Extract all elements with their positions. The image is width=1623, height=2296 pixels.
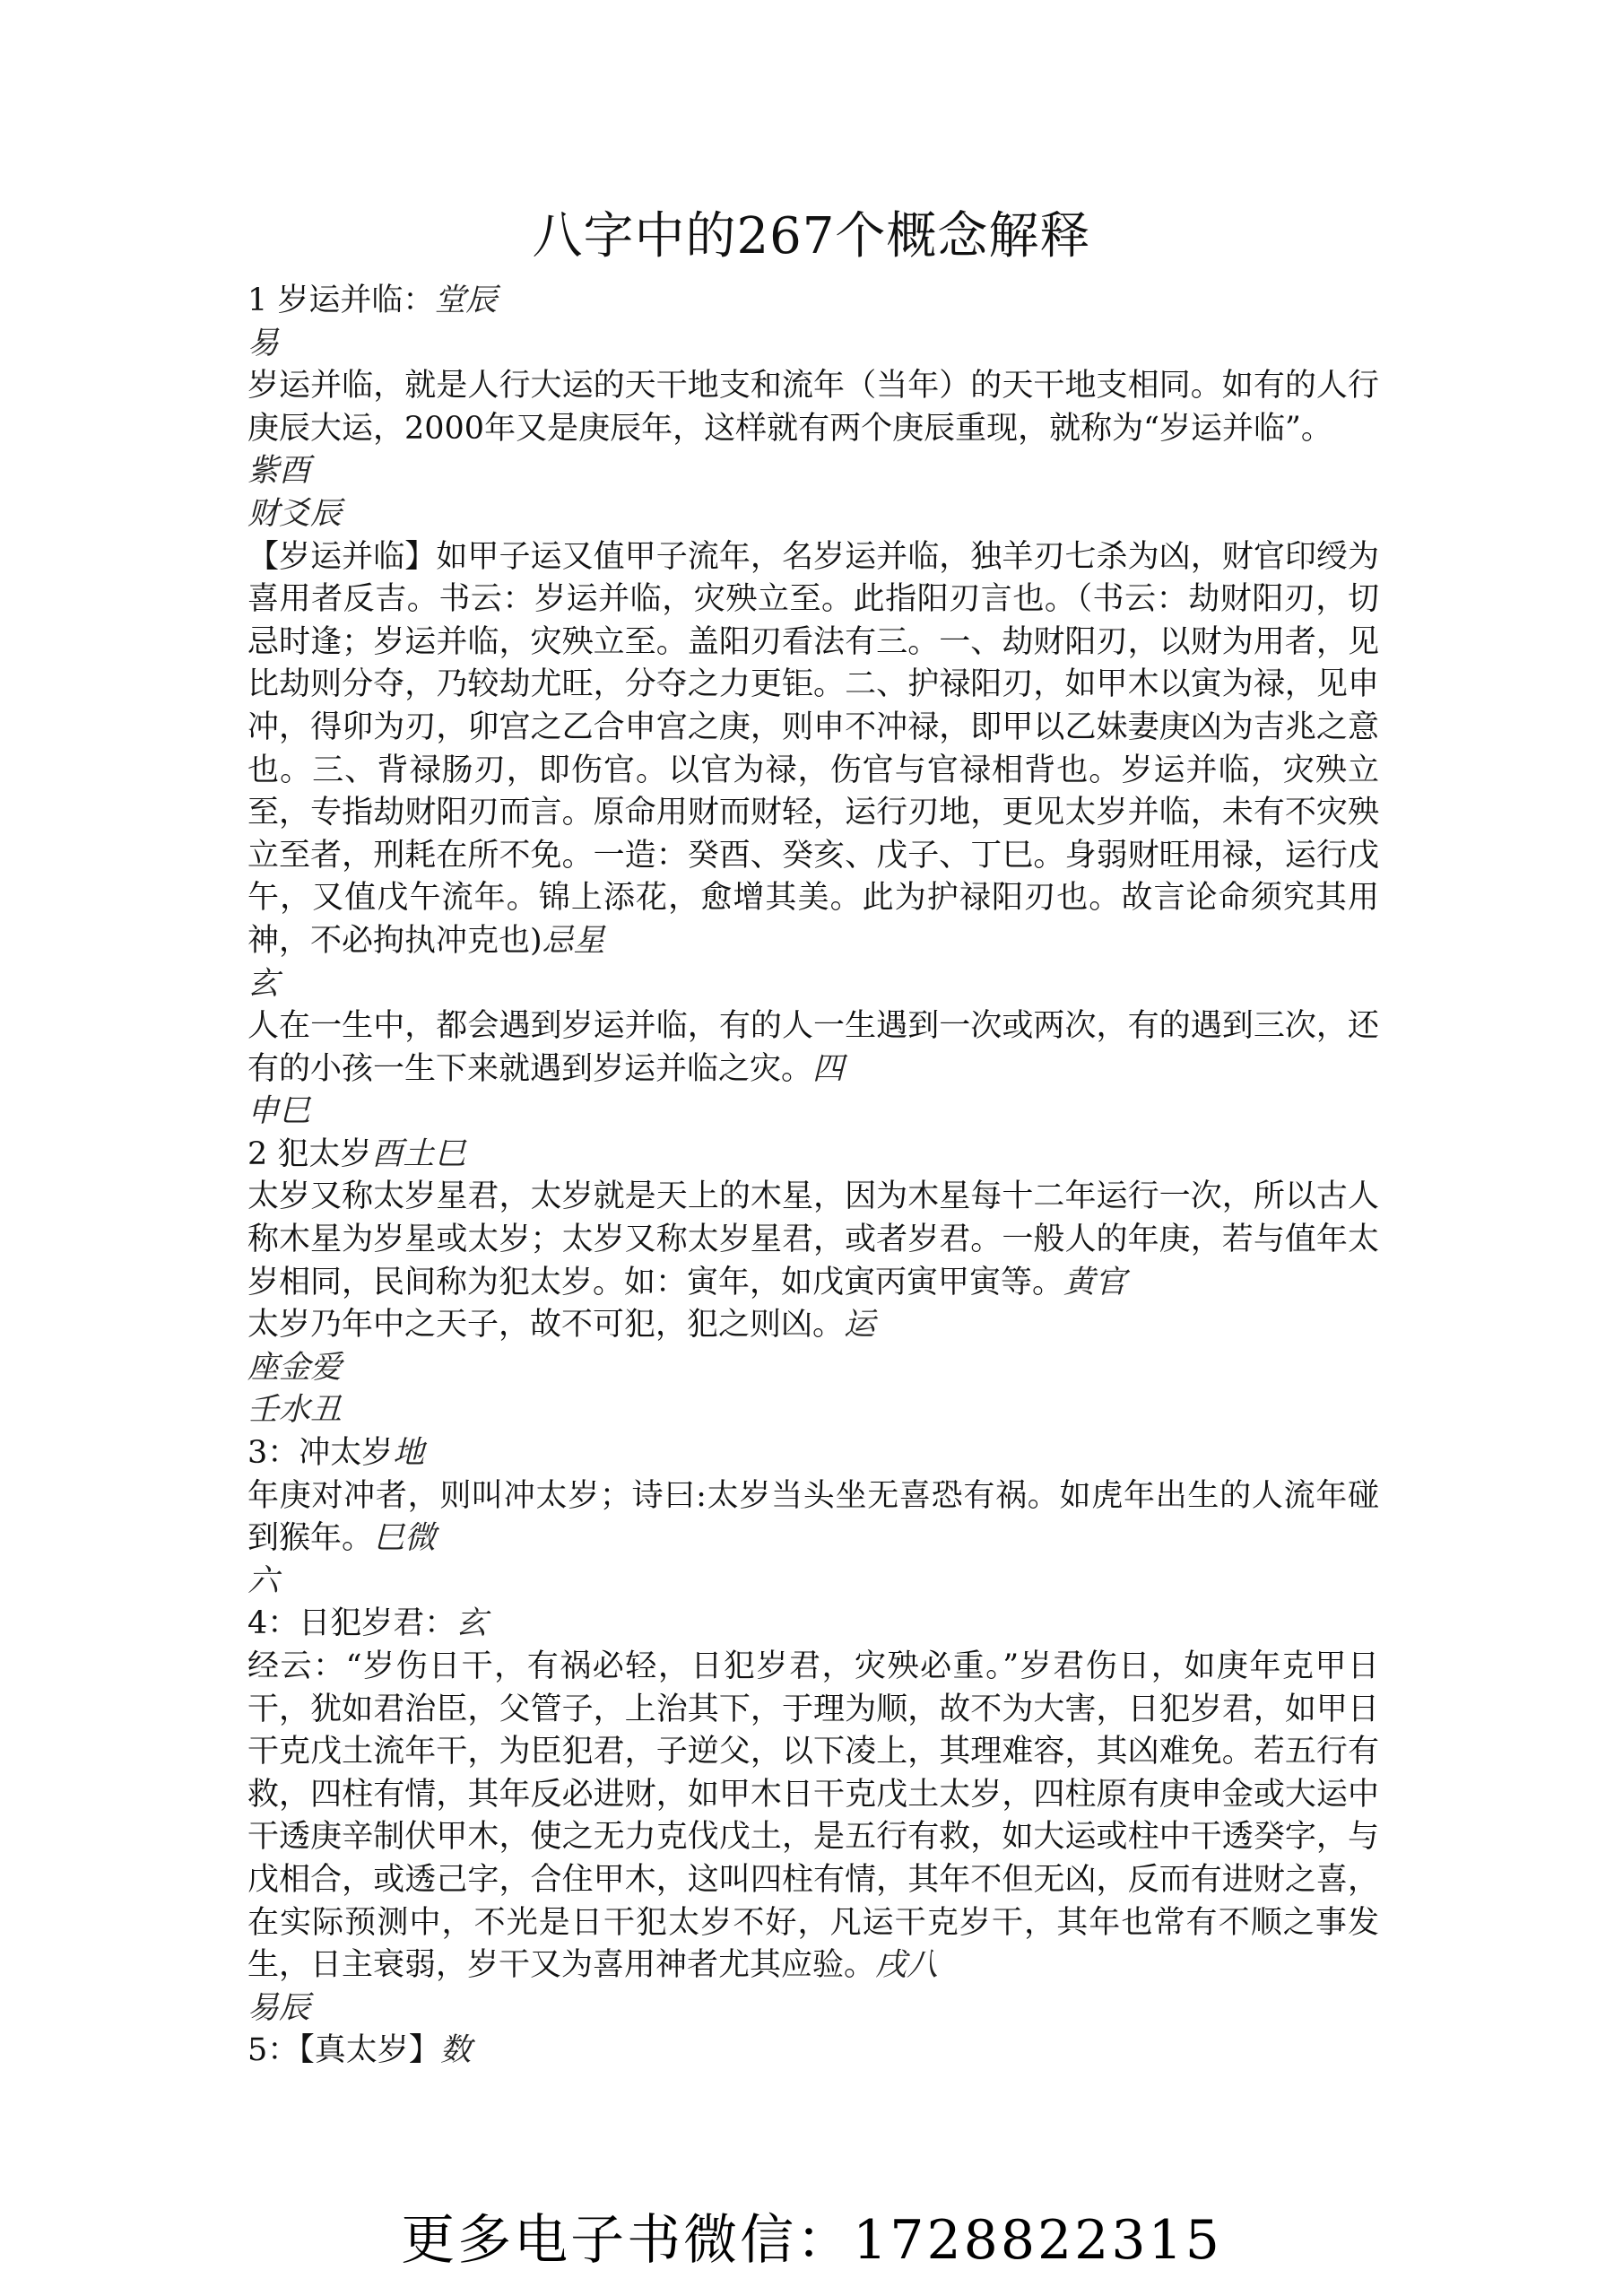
watermark-line: [247, 493, 1379, 536]
paragraph-text: 经云：“岁伤日干，有祸必轻，日犯岁君，灾殃必重。”岁君伤日，如庚年克甲日干，犹如君治臣，父管子，上治其下，于理为顺，故不为大害，日犯岁君，如甲日干克戊土流年干，为臣犯君，子逆父，以下凌上，其理难容，其凶难免。若五行有救，四柱有情，其年反必进财，如甲木日干克戊土太岁，四柱原有庚申金或大运中干透庚辛制伏甲木，使之无力克伐戊土，是五行有救，如大运或柱中干透癸字，与戊相合，或透己字，合住甲木，这叫四柱有情，其年不但无凶，反而有进财之喜，在实际预测中，不光是日干犯太岁不好，凡运干克岁干，其年也常有不顺之事发生，日主衰弱，岁干又为喜用神者尤其应验。: [247, 1648, 1379, 1984]
watermark-text: 地: [393, 1435, 425, 1472]
watermark-line: [247, 1389, 1379, 1432]
document-body: [247, 280, 1379, 2073]
watermark-text: 黄官: [1063, 1264, 1127, 1300]
watermark-text: 座金爱: [247, 1349, 343, 1386]
document-title: 八字中的267个概念解释: [532, 207, 1091, 265]
watermark-text: 巳微: [373, 1520, 437, 1557]
paragraph-text: 人在一生中，都会遇到岁运并临，有的人一生遇到一次或两次，有的遇到三次，还有的小孩一生下来就遇到岁运并临之灾。: [247, 1008, 1379, 1087]
paragraph-text: 太岁乃年中之天子，故不可犯，犯之则凶。: [247, 1307, 845, 1344]
watermark-text: 财爻辰: [247, 495, 343, 532]
paragraph-text: 年庚对冲者，则叫冲太岁；诗曰:太岁当头坐无喜恐有祸。如虎年出生的人流年碰到猴年。: [247, 1477, 1379, 1557]
body-paragraph: [247, 1304, 1379, 1347]
paragraph-text: 【岁运并临】如甲子运又值甲子流年，名岁运并临，独羊刃七杀为凶，财官印绶为喜用者反吉。书云：岁运并临，灾殃立至。此指阳刃言也。（书云：劫财阳刃，切忌时逢；岁运并临，灾殃立至。盖阳刃看法有三。一、劫财阳刃，以财为用者，见比劫则分夺，乃较劫尤旺，分夺之力更钜。二、护禄阳刃，如甲木以寅为禄，见申冲，得卯为刃，卯宫之乙合申宫之庚，则申不冲禄，即甲以乙妹妻庚凶为吉兆之意也。三、背禄肠刃，即伤官。以官为禄，伤官与官禄相背也。岁运并临，灾殃立至，专指劫财阳刃而言。原命用财而财轻，运行刃地，更见太岁并临，未有不灾殃立至者，刑耗在所不免。一造：癸酉、癸亥、戊子、丁巳。身弱财旺用禄，运行戊午，又值戊午流年。锦上添花，愈增其美。此为护禄阳刃也。故言论命须究其用神，不必拘执冲克也): [247, 538, 1379, 959]
watermark-text: 玄: [456, 1605, 488, 1642]
section-heading: [247, 1134, 1379, 1177]
watermark-text: 数: [439, 2032, 472, 2069]
footer-contact: 更多电子书微信：1728822315: [401, 2209, 1222, 2272]
section-heading: [247, 2030, 1379, 2073]
watermark-line: [247, 1561, 1379, 1604]
body-paragraph: [247, 1646, 1379, 1987]
watermark-text: 易辰: [247, 1989, 311, 2026]
paragraph-text: 5：【真太岁】: [247, 2032, 440, 2069]
watermark-line: [247, 1987, 1379, 2031]
paragraph-text: 4：日犯岁君：: [247, 1605, 456, 1642]
body-paragraph: [247, 536, 1379, 963]
paragraph-text: 1 岁运并临：: [247, 283, 435, 318]
watermark-text: 易: [247, 325, 280, 361]
watermark-text: 戌八: [875, 1947, 939, 1984]
watermark-line: [247, 1347, 1379, 1390]
watermark-text: 玄: [247, 965, 280, 1002]
section-heading: [247, 1432, 1379, 1475]
watermark-line: [247, 1091, 1379, 1134]
watermark-text: 堂辰: [434, 283, 498, 318]
watermark-text: 紫酉: [247, 453, 311, 490]
watermark-text: 运: [844, 1307, 876, 1344]
paragraph-text: 岁运并临，就是人行大运的天干地支和流年（当年）的天干地支相同。如有的人行庚辰大运，2000年又是庚辰年，这样就有两个庚辰重现，就称为“岁运并临”。: [247, 368, 1379, 447]
body-paragraph: [247, 1176, 1379, 1304]
watermark-text: 壬水丑: [247, 1392, 343, 1429]
body-paragraph: [247, 1005, 1379, 1091]
watermark-text: 四: [812, 1050, 845, 1087]
paragraph-text: 3：冲太岁: [247, 1435, 394, 1472]
watermark-line: [247, 450, 1379, 493]
watermark-text: 申巳: [247, 1093, 311, 1130]
watermark-text: 酉土巳: [371, 1135, 466, 1172]
paragraph-text: 太岁又称太岁星君，太岁就是天上的木星，因为木星每十二年运行一次，所以古人称木星为岁星或太岁；太岁又称太岁星君，或者岁君。一般人的年庚，若与值年太岁相同，民间称为犯太岁。如：寅年，如戊寅丙寅甲寅等。: [247, 1178, 1379, 1300]
body-paragraph: [247, 1475, 1379, 1561]
watermark-text: 六: [247, 1562, 280, 1599]
paragraph-text: 2 犯太岁: [247, 1135, 372, 1172]
watermark-text: 忌星: [542, 922, 605, 959]
body-paragraph: [247, 365, 1379, 450]
watermark-line: [247, 963, 1379, 1006]
watermark-line: [247, 323, 1379, 366]
section-heading: [247, 1603, 1379, 1646]
section-heading: [247, 280, 1379, 323]
